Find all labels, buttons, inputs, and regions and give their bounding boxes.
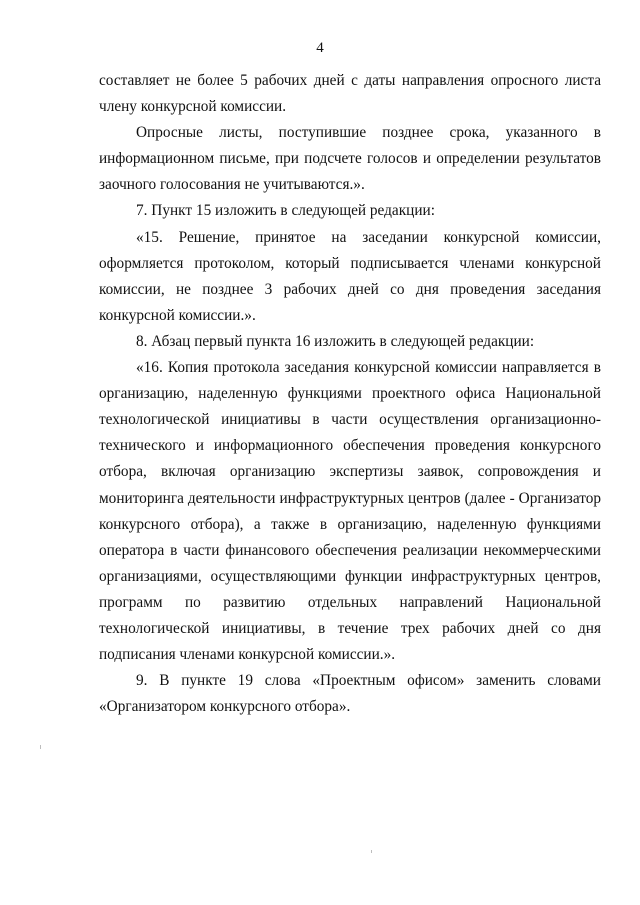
document-body [99,68,601,720]
paragraph-clause-16: «16. Копия протокола заседания конкурсной комиссии направляется в организацию, наделенную функциями проектного офиса Национальной технологической инициативы в части осуществления организационно-технического и информационного обеспечения проведения конкурсного отбора, включая организацию экспертизы заявок, сопровождения и мониторинга деятельности инфраструктурных центров (далее - Организатор конкурсного отбора), а также в организацию, наделенную функциями оператора в части финансового обеспечения реализации некоммерческими организациями, осуществляющими функции инфраструктурных центров, программ по развитию отдельных направлений Национальной технологической инициативы, в течение трех рабочих дней со дня подписания членами конкурсной комиссии.». [99,359,601,664]
scan-speck [371,850,372,853]
paragraph-continuation: составляет не более 5 рабочих дней с даты направления опросного листа члену конкурсной комиссии. [99,72,601,116]
paragraph-clause-15: «15. Решение, принятое на заседании конкурсной комиссии, оформляется протоколом, который подписывается членами конкурсной комиссии, не позднее 3 рабочих дней со дня проведения заседания конкурсной комиссии.». [99,228,601,324]
paragraph-item-8: 8. Абзац первый пункта 16 изложить в следующей редакции: [136,332,535,350]
scan-speck [40,745,41,749]
paragraph-item-7: 7. Пункт 15 изложить в следующей редакции: [136,202,435,220]
paragraph-questionnaires: Опросные листы, поступившие позднее срока, указанного в информационном письме, при подсчете голосов и определении результатов заочного голосования не учитываются.». [99,124,601,194]
page-number: 4 [316,40,324,56]
paragraph-item-9: 9. В пункте 19 слова «Проектным офисом» заменить словами «Организатором конкурсного отбора». [99,672,601,716]
